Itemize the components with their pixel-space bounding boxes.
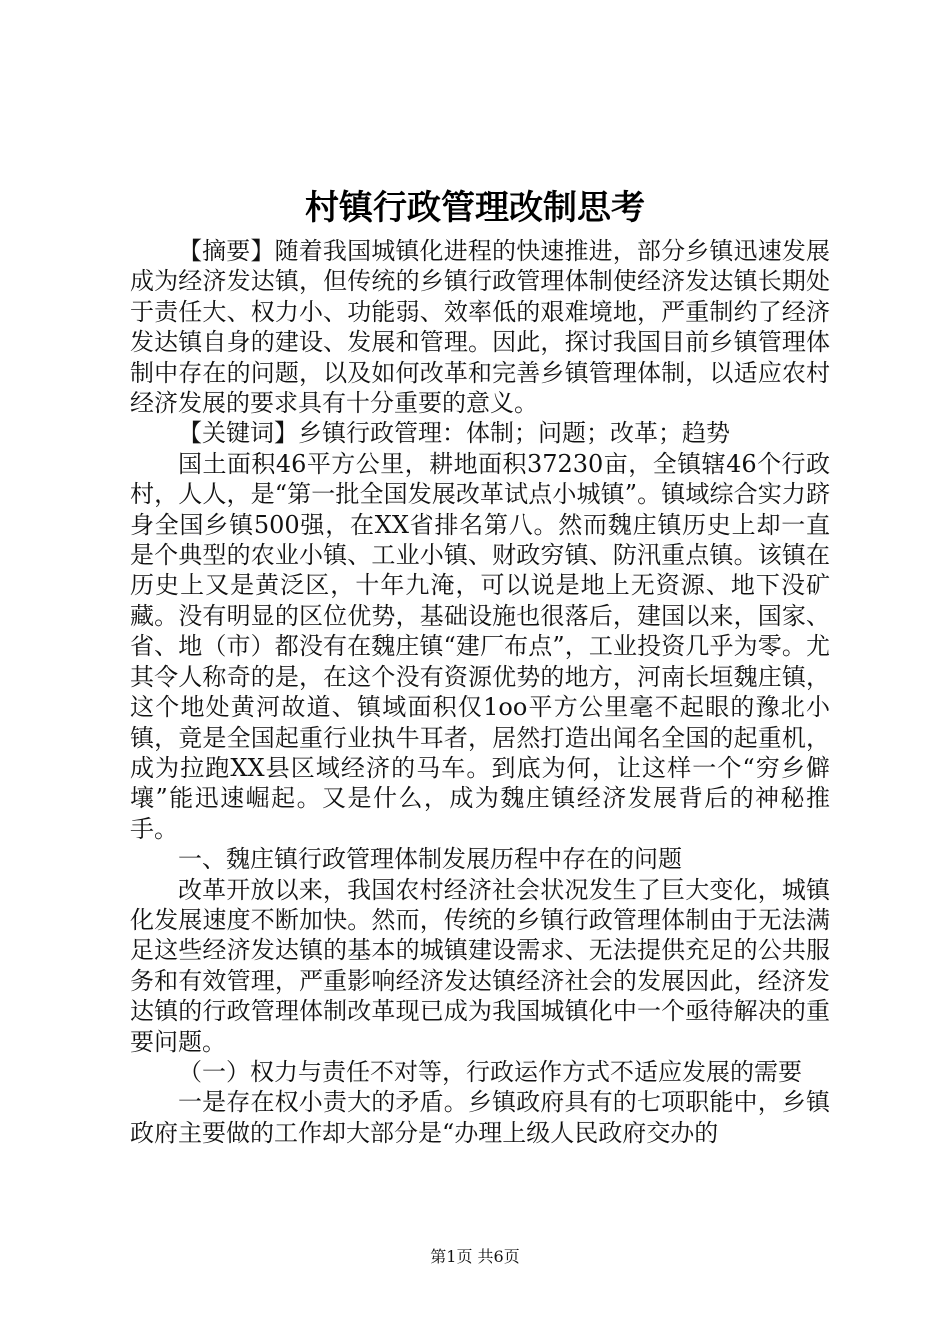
- section-heading: 一、魏庄镇行政管理体制发展历程中存在的问题: [178, 845, 682, 874]
- subsection-heading: （一）权力与责任不对等，行政运作方式不适应发展的需要: [178, 1057, 802, 1086]
- keywords-paragraph: 【关键词】乡镇行政管理：体制；问题；改革；趋势: [178, 419, 730, 448]
- document-body: [130, 236, 830, 1148]
- body-paragraph: 国土面积46平方公里，耕地面积37230亩，全镇辖46个行政村，人人，是“第一批全国发展改革试点小城镇”。镇域综合实力跻身全国乡镇500强，在XX省排名第八。然而魏庄镇历史上却一直是个典型的农业小镇、工业小镇、财政穷镇、防汛重点镇。该镇在历史上又是黄泛区，十年九淹，可以说是地上无资源、地下没矿藏。没有明显的区位优势，基础设施也很落后，建国以来，国家、省、地（市）都没有在魏庄镇“建厂布点”，工业投资几乎为零。尤其令人称奇的是，在这个没有资源优势的地方，河南长垣魏庄镇，这个地处黄河故道、镇域面积仅1oo平方公里毫不起眼的豫北小镇，竟是全国起重行业执牛耳者，居然打造出闻名全国的起重机，成为拉跑XX县区域经济的马车。到底为何，让这样一个“穷乡僻壤”能迅速崛起。又是什么，成为魏庄镇经济发展背后的神秘推手。: [130, 449, 830, 843]
- page-footer: 第1页 共6页: [430, 1247, 520, 1266]
- body-paragraph: 改革开放以来，我国农村经济社会状况发生了巨大变化，城镇化发展速度不断加快。然而，传统的乡镇行政管理体制由于无法满足这些经济发达镇的基本的城镇建设需求、无法提供充足的公共服务和有效管理，严重影响经济发达镇经济社会的发展因此，经济发达镇的行政管理体制改革现已成为我国城镇化中一个亟待解决的重要问题。: [130, 875, 830, 1056]
- abstract-paragraph: 【摘要】随着我国城镇化进程的快速推进，部分乡镇迅速发展成为经济发达镇，但传统的乡镇行政管理体制使经济发达镇长期处于责任大、权力小、功能弱、效率低的艰难境地，严重制约了经济发达镇自身的建设、发展和管理。因此，探讨我国目前乡镇管理体制中存在的问题，以及如何改革和完善乡镇管理体制，以适应农村经济发展的要求具有十分重要的意义。: [130, 237, 830, 418]
- page-title: 村镇行政管理改制思考: [305, 188, 645, 228]
- body-paragraph: 一是存在权小责大的矛盾。乡镇政府具有的七项职能中，乡镇政府主要做的工作却大部分是“办理上级人民政府交办的: [130, 1088, 830, 1147]
